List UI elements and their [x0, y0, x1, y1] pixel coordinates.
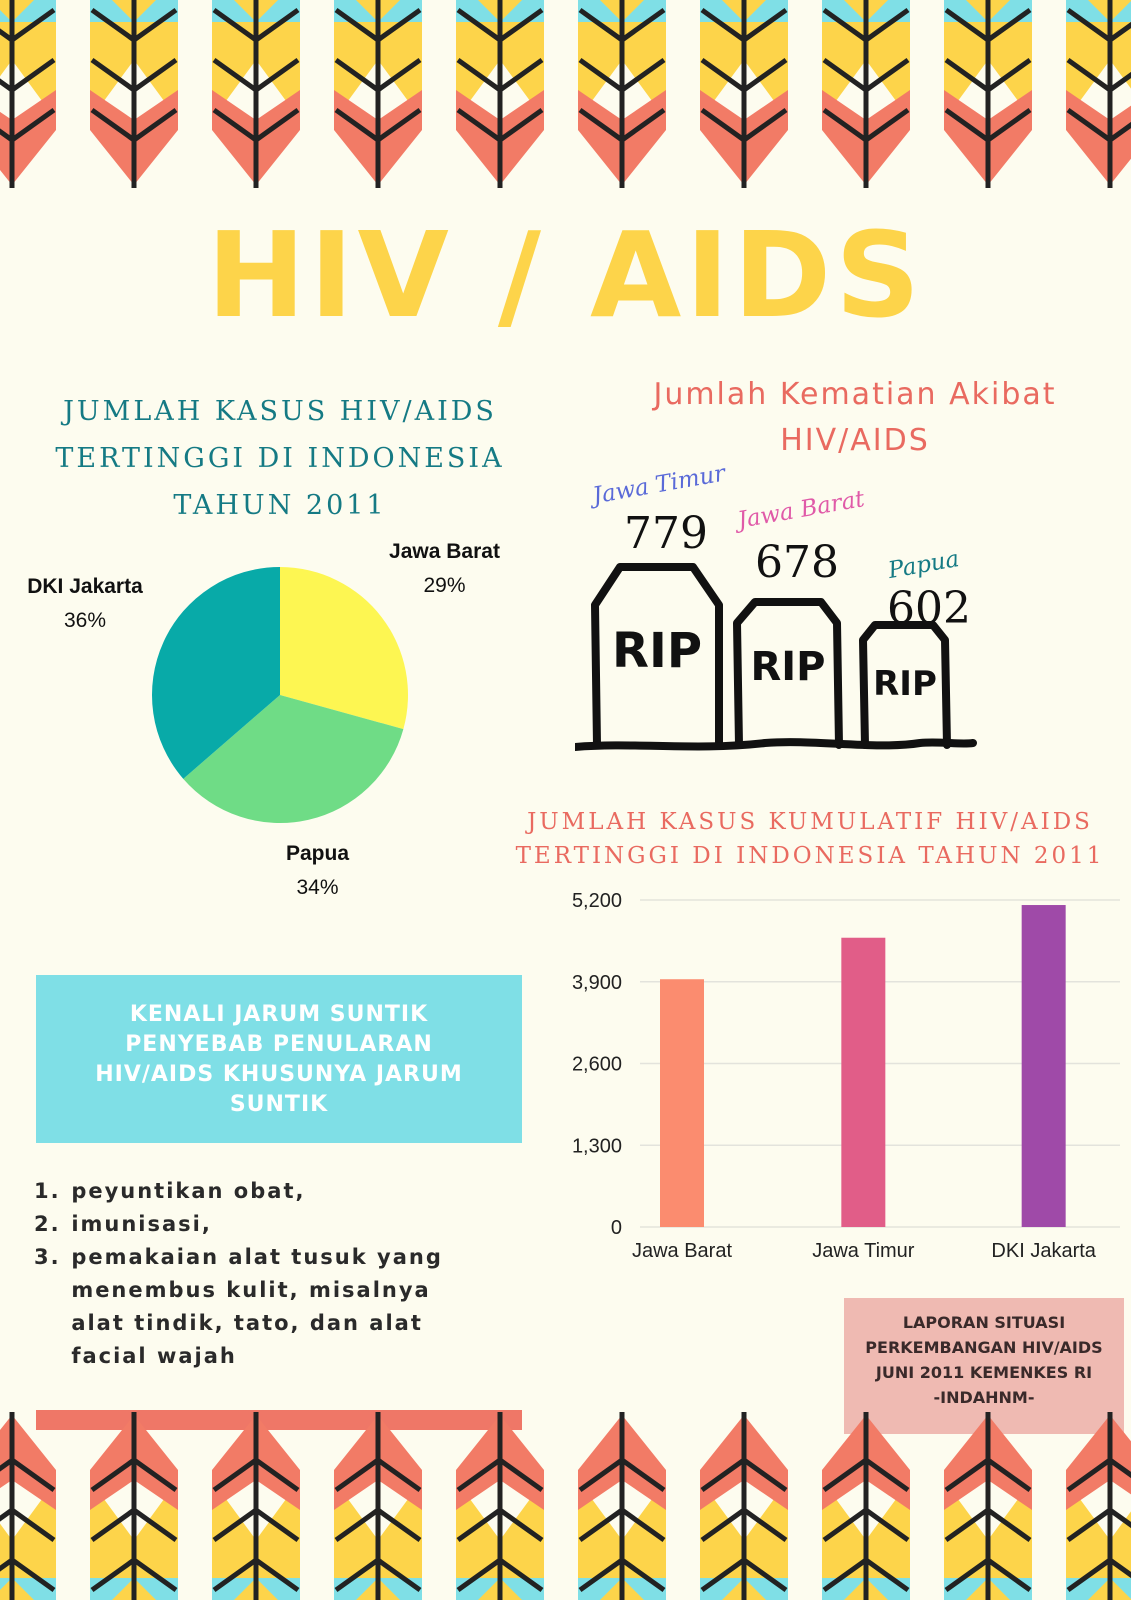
pie-label-name: Jawa Barat [389, 540, 500, 563]
bar-dki-jakarta [1022, 905, 1066, 1227]
deaths-heading-line: Jumlah Kematian Akibat [653, 377, 1057, 412]
feather-decoration [578, 0, 666, 188]
bar-heading-line: TERTINGGI DI INDONESIA TAHUN 2011 [515, 843, 1105, 869]
rip-label: RIP [750, 644, 826, 690]
tomb-value-papua: 602 [887, 583, 971, 634]
list-item [34, 1241, 514, 1373]
y-tick-label: 0 [610, 1217, 622, 1239]
x-tick-label: Jawa Barat [631, 1240, 733, 1262]
feather-decoration [90, 0, 178, 188]
deaths-heading-line: HIV/AIDS [780, 423, 930, 458]
y-tick-label: 3,900 [571, 971, 622, 994]
x-tick-label: DKI Jakarta [991, 1240, 1096, 1262]
bar-jawa-timur [841, 938, 885, 1227]
pie-label-value: 34% [296, 876, 339, 899]
feather-border-top [0, 0, 1131, 190]
feather-decoration [0, 1412, 56, 1600]
source-line: -INDAHNM- [933, 1388, 1035, 1407]
tombstone-ground [575, 742, 973, 747]
feather-decoration [700, 0, 788, 188]
pie-label-name: DKI Jakarta [27, 575, 143, 598]
feather-decoration [1066, 1412, 1131, 1600]
list-item-text: pemakaian alat tusuk yang menembus kulit, misalnya alat tindik, tato, dan alat facial wajah [71, 1245, 443, 1368]
feather-decoration [944, 0, 1032, 188]
feather-border-bottom [0, 1410, 1131, 1600]
list-item-text: peyuntikan obat, [71, 1179, 306, 1203]
pie-label-value: 29% [423, 574, 466, 597]
y-tick-label: 5,200 [571, 890, 622, 912]
tomb-name-jawa-barat: Jawa Barat [735, 486, 867, 534]
source-line: PERKEMBANGAN HIV/AIDS [865, 1338, 1103, 1357]
feather-decoration [334, 0, 422, 188]
tombstones-illustration [575, 555, 985, 755]
list-item-number: 2. [34, 1212, 61, 1236]
y-tick-label: 1,300 [571, 1135, 622, 1158]
source-text [844, 1310, 1124, 1410]
needle-title [36, 1000, 522, 1120]
bar-jawa-barat [660, 979, 704, 1227]
feather-decoration [1066, 0, 1131, 188]
feather-decoration [822, 0, 910, 188]
tomb-value-jawa-barat: 678 [755, 537, 839, 588]
deaths-heading [590, 372, 1120, 464]
pie-label-papua [250, 837, 385, 905]
tomb-value-jawa-timur: 779 [624, 508, 708, 559]
tomb-name-jawa-timur: Jawa Timur [590, 460, 728, 510]
bar-heading [510, 805, 1110, 873]
rip-label: RIP [612, 623, 702, 679]
needle-title-line: KENALI JARUM SUNTIK [129, 1002, 429, 1027]
needle-title-line: HIV/AIDS KHUSUNYA JARUM [95, 1062, 463, 1087]
rip-label: RIP [873, 664, 937, 704]
bar-heading-line: JUMLAH KASUS KUMULATIF HIV/AIDS [527, 809, 1093, 835]
feather-decoration [822, 1412, 910, 1600]
source-line: LAPORAN SITUASI [902, 1313, 1066, 1332]
pie-heading [30, 388, 530, 529]
pie-label-value: 36% [63, 609, 107, 632]
feather-decoration [944, 1412, 1032, 1600]
page-title: HIV / AIDS [206, 206, 925, 344]
source-line: JUNI 2011 KEMENKES RI [875, 1363, 1093, 1382]
feather-decoration [90, 1412, 178, 1600]
pie-heading-line: JUMLAH KASUS HIV/AIDS [63, 396, 497, 427]
feather-decoration [212, 0, 300, 188]
pie-heading-line: TAHUN 2011 [173, 490, 387, 521]
feather-decoration [0, 0, 56, 188]
list-item-number: 1. [34, 1179, 61, 1203]
y-tick-label: 2,600 [571, 1053, 622, 1076]
needle-title-line: PENYEBAB PENULARAN [125, 1032, 433, 1057]
list-item-number: 3. [34, 1245, 61, 1269]
feather-decoration [212, 1412, 300, 1600]
pie-label-name: Papua [285, 842, 350, 865]
needle-title-line: SUNTIK [229, 1092, 329, 1117]
bar-chart [560, 885, 1131, 1270]
tomb-name-papua: Papua [886, 545, 962, 585]
feather-decoration [700, 1412, 788, 1600]
needle-list [34, 1175, 514, 1373]
pie-label-dki-jakarta [10, 570, 160, 638]
feather-decoration [334, 1412, 422, 1600]
feather-decoration [456, 0, 544, 188]
x-tick-label: Jawa Timur [812, 1240, 915, 1262]
feather-decoration [578, 1412, 666, 1600]
pie-heading-line: TERTINGGI DI INDONESIA [55, 443, 505, 474]
list-item-text: imunisasi, [71, 1212, 212, 1236]
list-item [34, 1208, 514, 1241]
list-item [34, 1175, 514, 1208]
feather-decoration [456, 1412, 544, 1600]
pie-chart [145, 560, 415, 830]
